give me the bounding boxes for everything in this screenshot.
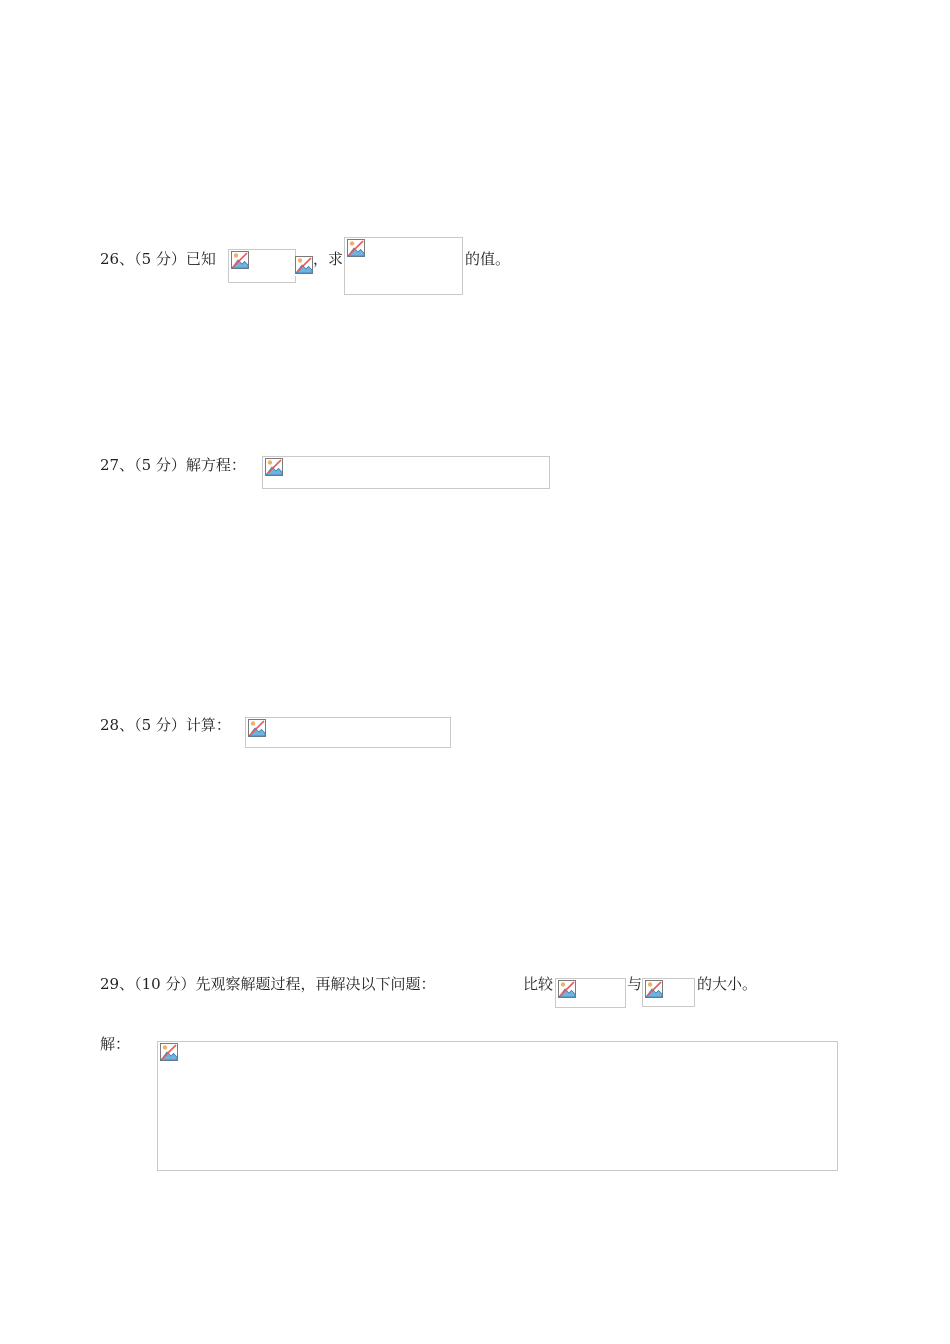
- question-text: 计算：: [185, 716, 231, 734]
- broken-image-icon: [265, 458, 283, 476]
- question-text: 先观察解题过程，再解决以下问题：: [195, 975, 436, 993]
- formula-image: [245, 717, 451, 748]
- broken-image-icon: [558, 980, 576, 998]
- question-number: 26、: [100, 250, 135, 268]
- question-score: （10 分）: [134, 975, 196, 993]
- broken-image-icon: [295, 256, 313, 274]
- question-text: 的大小。: [697, 975, 758, 993]
- question-text: 的值。: [465, 250, 511, 268]
- question-score: （5 分）: [134, 716, 186, 734]
- formula-image: [344, 237, 463, 295]
- question-number: 29、: [100, 975, 135, 993]
- formula-image: [555, 978, 626, 1008]
- formula-image: [642, 978, 695, 1007]
- question-text: ，求: [313, 250, 344, 268]
- solution-image: [157, 1041, 838, 1171]
- question-27: [100, 455, 246, 475]
- broken-image-icon: [347, 239, 365, 257]
- formula-image: [228, 249, 296, 283]
- broken-image-icon: [160, 1043, 178, 1061]
- broken-image-icon: [645, 980, 663, 998]
- question-text: 比较: [523, 975, 554, 993]
- question-number: 28、: [100, 716, 135, 734]
- question-score: （5 分）: [134, 250, 186, 268]
- question-text: 与: [627, 975, 643, 993]
- broken-image-icon: [231, 251, 249, 269]
- question-score: （5 分）: [134, 456, 186, 474]
- question-29: [100, 974, 435, 994]
- formula-image: [262, 456, 550, 489]
- broken-image-icon: [248, 719, 266, 737]
- question-text: 已知: [185, 250, 216, 268]
- question-text: 解方程：: [185, 456, 246, 474]
- solution-label: 解：: [100, 1035, 131, 1053]
- question-28: [100, 715, 231, 735]
- question-number: 27、: [100, 456, 135, 474]
- formula-image: [295, 256, 313, 276]
- question-26: [100, 249, 216, 269]
